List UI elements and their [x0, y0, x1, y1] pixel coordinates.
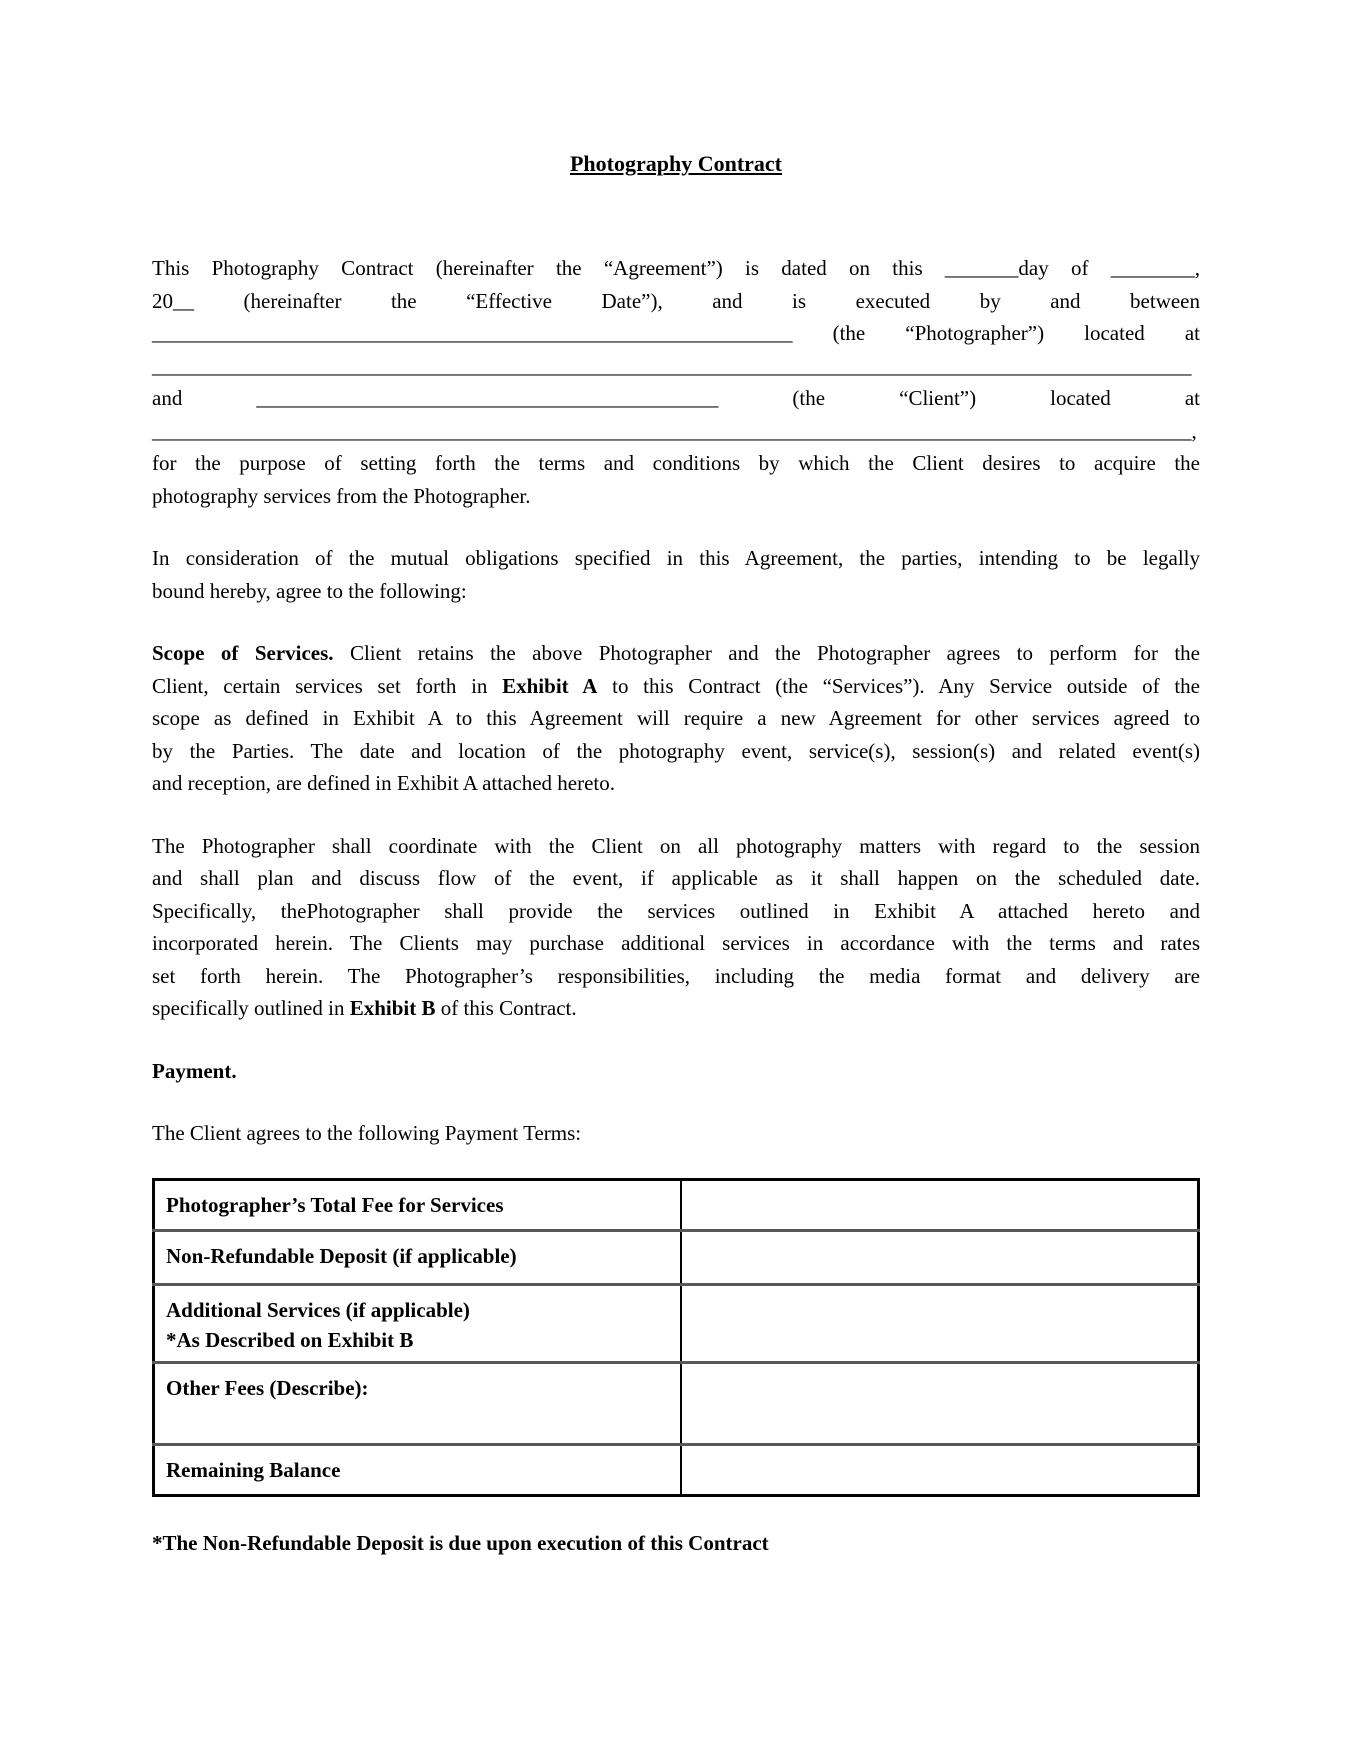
text-line — [152, 862, 1200, 895]
text-line — [152, 542, 1200, 575]
payment-row-label — [154, 1444, 682, 1495]
text-run: for the purpose of setting forth the terms and conditions by which the Client desires to acquire the — [152, 451, 1200, 475]
text-line — [152, 285, 1200, 318]
payment-table-row — [154, 1444, 1199, 1495]
text-run: and ____________________________________________ (the “Client”) located at — [152, 386, 1200, 410]
payment-table-row — [154, 1362, 1199, 1444]
text-line — [152, 415, 1200, 448]
text-run: In consideration of the mutual obligations specified in this Agreement, the parties, intending to be legally — [152, 546, 1200, 570]
document-title: Photography Contract — [569, 151, 783, 176]
text-line — [152, 317, 1200, 350]
payment-table-row — [154, 1230, 1199, 1284]
payment-label-line: Remaining Balance — [166, 1457, 341, 1482]
text-line — [152, 702, 1200, 735]
payment-row-value-blank[interactable] — [681, 1444, 1198, 1495]
text-line — [152, 575, 1200, 608]
text-line — [152, 480, 1200, 513]
text-run: and shall plan and discuss flow of the event, if applicable as it shall happen on the scheduled date. — [152, 866, 1200, 890]
text-run: ___________________________________________________________________________________________________ — [152, 353, 1192, 378]
text-run: _____________________________________________________________ (the “Photographer”) located at — [152, 321, 1200, 345]
bold-text-run: Scope of Services. — [152, 641, 334, 665]
text-line — [152, 252, 1200, 285]
text-line — [152, 637, 1200, 670]
text-run: by the Parties. The date and location of the photography event, service(s), session(s) and related event(s) — [152, 738, 1200, 763]
payment-terms-table — [152, 1178, 1200, 1497]
payment-label-line: Additional Services (if applicable) — [166, 1297, 470, 1322]
payment-heading: Payment. — [152, 1058, 237, 1083]
text-line — [152, 735, 1200, 768]
bold-text-run: Exhibit B — [349, 996, 436, 1020]
deposit-footnote: *The Non-Refundable Deposit is due upon execution of this Contract — [152, 1530, 769, 1555]
text-run: This Photography Contract (hereinafter the “Agreement”) is dated on this _______day of ________, — [152, 256, 1200, 280]
text-line — [152, 670, 1200, 703]
text-line — [152, 382, 1200, 415]
text-run: Client, certain services set forth in — [152, 673, 503, 698]
text-line — [152, 895, 1200, 928]
text-line — [152, 830, 1200, 863]
payment-row-label — [154, 1284, 682, 1362]
text-line — [152, 992, 1200, 1025]
payment-row-label — [154, 1230, 682, 1284]
payment-row-value-blank[interactable] — [681, 1284, 1198, 1362]
payment-label-line: Other Fees (Describe): — [166, 1375, 369, 1400]
contract-body — [152, 252, 1200, 1025]
payment-row-label — [154, 1179, 682, 1230]
payment-row-label — [154, 1362, 682, 1444]
paragraph-coordination — [152, 830, 1200, 1025]
paragraph-intro — [152, 252, 1200, 512]
text-line — [152, 960, 1200, 993]
paragraph-scope-of-services — [152, 637, 1200, 800]
payment-row-value-blank[interactable] — [681, 1179, 1198, 1230]
text-run: of this Contract. — [435, 996, 577, 1020]
text-run: set forth herein. The Photographer’s responsibilities, including the media format and delivery are — [152, 963, 1200, 988]
payment-table-row — [154, 1179, 1199, 1230]
text-run: The Photographer shall coordinate with the Client on all photography matters with regard to the session — [152, 833, 1200, 858]
text-run: photography services from the Photographer. — [152, 483, 531, 508]
payment-row-value-blank[interactable] — [681, 1230, 1198, 1284]
payment-label-line: Photographer’s Total Fee for Services — [166, 1192, 504, 1217]
text-line — [152, 927, 1200, 960]
text-run: Specifically, thePhotographer shall provide the services outlined in Exhibit A attached hereto and — [152, 898, 1200, 923]
text-run: 20__ (hereinafter the “Effective Date”), and is executed by and between — [152, 288, 1200, 313]
paragraph-consideration — [152, 542, 1200, 607]
payment-table-row — [154, 1284, 1199, 1362]
text-run: Client retains the above Photographer and the Photographer agrees to perform for the — [333, 641, 1200, 665]
text-run: bound hereby, agree to the following: — [152, 578, 467, 603]
text-line — [152, 767, 1200, 800]
text-run: to this Contract (the “Services”). Any Service outside of the — [597, 673, 1200, 698]
text-run: ___________________________________________________________________________________________________, — [152, 418, 1197, 443]
text-line — [152, 447, 1200, 480]
bold-text-run: Exhibit A — [502, 673, 598, 698]
text-run: and reception, are defined in Exhibit A attached hereto. — [152, 771, 615, 795]
text-run: specifically outlined in — [152, 996, 350, 1020]
payment-row-value-blank[interactable] — [681, 1362, 1198, 1444]
payment-intro: The Client agrees to the following Payment Terms: — [152, 1121, 582, 1145]
text-line — [152, 350, 1200, 383]
payment-label-line: Non-Refundable Deposit (if applicable) — [166, 1243, 517, 1268]
payment-label-line: *As Described on Exhibit B — [166, 1327, 414, 1352]
text-run: scope as defined in Exhibit A to this Agreement will require a new Agreement for other services agreed to — [152, 706, 1200, 730]
text-run: incorporated herein. The Clients may purchase additional services in accordance with the terms and rates — [152, 931, 1200, 955]
